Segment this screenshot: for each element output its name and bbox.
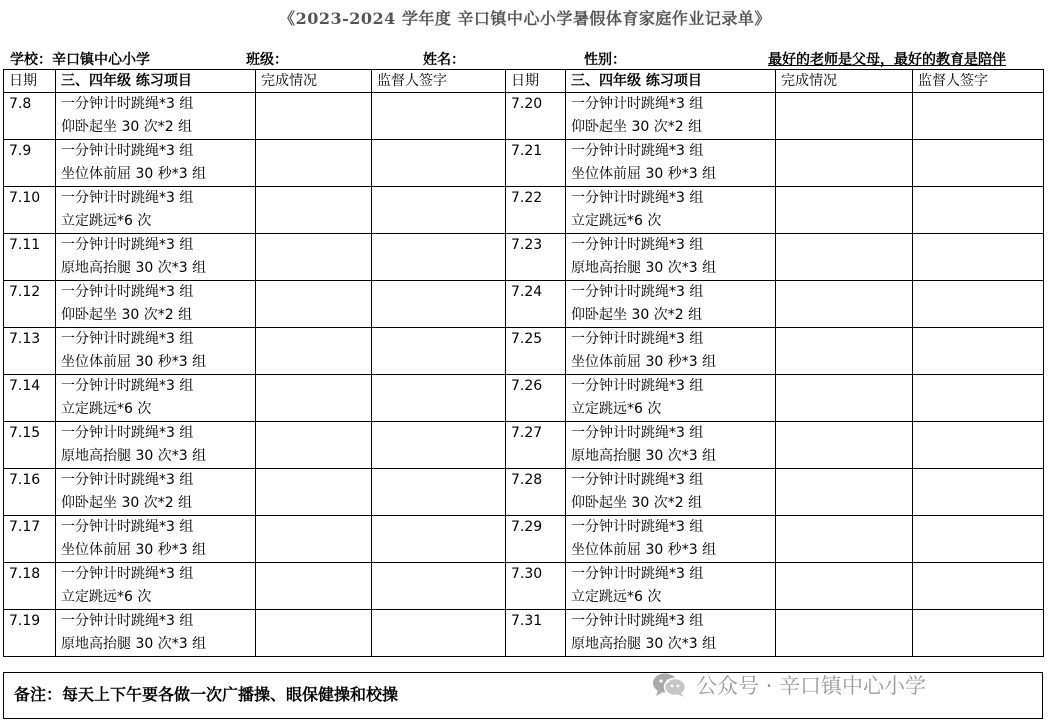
completion-cell[interactable] bbox=[776, 234, 913, 281]
exercise-cell bbox=[56, 516, 256, 563]
completion-cell[interactable] bbox=[256, 140, 372, 187]
table-row bbox=[4, 93, 1044, 140]
signature-cell[interactable] bbox=[913, 234, 1044, 281]
page-title: 《2023-2024 学年度 辛口镇中心小学暑假体育家庭作业记录单》 bbox=[279, 9, 771, 28]
exercise-line: 一分钟计时跳绳*3 组 bbox=[571, 519, 704, 535]
completion-cell[interactable] bbox=[256, 516, 372, 563]
date-cell: 7.22 bbox=[506, 187, 566, 234]
signature-cell[interactable] bbox=[913, 422, 1044, 469]
signature-cell[interactable] bbox=[913, 140, 1044, 187]
exercise-line: 一分钟计时跳绳*3 组 bbox=[571, 613, 704, 629]
exercise-line: 原地高抬腿 30 次*3 组 bbox=[571, 636, 717, 652]
table-row bbox=[4, 281, 1044, 328]
exercise-line: 一分钟计时跳绳*3 组 bbox=[571, 96, 704, 112]
date-cell: 7.19 bbox=[4, 610, 56, 657]
completion-cell[interactable] bbox=[776, 375, 913, 422]
exercise-line: 原地高抬腿 30 次*3 组 bbox=[61, 260, 207, 276]
watermark bbox=[652, 672, 926, 698]
exercise-line: 一分钟计时跳绳*3 组 bbox=[61, 613, 194, 629]
completion-cell[interactable] bbox=[776, 516, 913, 563]
exercise-line: 一分钟计时跳绳*3 组 bbox=[571, 190, 704, 206]
completion-cell[interactable] bbox=[256, 469, 372, 516]
completion-cell[interactable] bbox=[776, 469, 913, 516]
date-cell: 7.9 bbox=[4, 140, 56, 187]
exercise-cell bbox=[566, 93, 776, 140]
exercise-line: 一分钟计时跳绳*3 组 bbox=[61, 96, 194, 112]
info-bar bbox=[0, 49, 1050, 69]
exercise-cell bbox=[566, 563, 776, 610]
exercise-cell bbox=[56, 187, 256, 234]
table-row bbox=[4, 469, 1044, 516]
signature-cell[interactable] bbox=[913, 469, 1044, 516]
completion-cell[interactable] bbox=[776, 422, 913, 469]
date-cell: 7.25 bbox=[506, 328, 566, 375]
signature-cell[interactable] bbox=[913, 375, 1044, 422]
completion-cell[interactable] bbox=[776, 281, 913, 328]
date-cell: 7.23 bbox=[506, 234, 566, 281]
exercise-line: 坐位体前屈 30 秒*3 组 bbox=[571, 542, 717, 558]
exercise-line: 一分钟计时跳绳*3 组 bbox=[61, 331, 194, 347]
exercise-cell bbox=[56, 328, 256, 375]
date-cell: 7.20 bbox=[506, 93, 566, 140]
header-items: 三、四年级 练习项目 bbox=[566, 70, 776, 93]
date-cell: 7.13 bbox=[4, 328, 56, 375]
header-supervisor: 监督人签字 bbox=[372, 70, 506, 93]
exercise-cell bbox=[566, 422, 776, 469]
exercise-line: 仰卧起坐 30 次*2 组 bbox=[571, 495, 703, 511]
date-cell: 7.11 bbox=[4, 234, 56, 281]
signature-cell[interactable] bbox=[372, 375, 506, 422]
exercise-line: 一分钟计时跳绳*3 组 bbox=[61, 425, 194, 441]
signature-cell[interactable] bbox=[913, 610, 1044, 657]
date-cell: 7.31 bbox=[506, 610, 566, 657]
date-cell: 7.16 bbox=[4, 469, 56, 516]
exercise-line: 一分钟计时跳绳*3 组 bbox=[61, 378, 194, 394]
exercise-line: 坐位体前屈 30 秒*3 组 bbox=[61, 166, 207, 182]
exercise-line: 立定跳远*6 次 bbox=[571, 213, 662, 229]
completion-cell[interactable] bbox=[776, 563, 913, 610]
exercise-line: 一分钟计时跳绳*3 组 bbox=[571, 425, 704, 441]
exercise-line: 一分钟计时跳绳*3 组 bbox=[571, 143, 704, 159]
signature-cell[interactable] bbox=[372, 563, 506, 610]
exercise-cell bbox=[56, 375, 256, 422]
completion-cell[interactable] bbox=[256, 375, 372, 422]
table-header-row bbox=[4, 70, 1044, 93]
signature-cell[interactable] bbox=[372, 140, 506, 187]
header-date: 日期 bbox=[506, 70, 566, 93]
record-table bbox=[3, 69, 1044, 657]
exercise-line: 立定跳远*6 次 bbox=[571, 401, 662, 417]
exercise-line: 仰卧起坐 30 次*2 组 bbox=[61, 307, 193, 323]
exercise-line: 仰卧起坐 30 次*2 组 bbox=[61, 495, 193, 511]
signature-cell[interactable] bbox=[913, 516, 1044, 563]
completion-cell[interactable] bbox=[256, 281, 372, 328]
exercise-line: 一分钟计时跳绳*3 组 bbox=[61, 143, 194, 159]
table-row bbox=[4, 328, 1044, 375]
exercise-cell bbox=[566, 516, 776, 563]
date-cell: 7.27 bbox=[506, 422, 566, 469]
completion-cell[interactable] bbox=[256, 422, 372, 469]
date-cell: 7.18 bbox=[4, 563, 56, 610]
exercise-line: 一分钟计时跳绳*3 组 bbox=[61, 519, 194, 535]
exercise-line: 立定跳远*6 次 bbox=[61, 213, 152, 229]
completion-cell[interactable] bbox=[776, 93, 913, 140]
date-cell: 7.12 bbox=[4, 281, 56, 328]
exercise-cell bbox=[56, 234, 256, 281]
table-row bbox=[4, 422, 1044, 469]
signature-cell[interactable] bbox=[913, 328, 1044, 375]
table-row bbox=[4, 140, 1044, 187]
completion-cell[interactable] bbox=[256, 93, 372, 140]
exercise-line: 一分钟计时跳绳*3 组 bbox=[571, 284, 704, 300]
header-completion: 完成情况 bbox=[256, 70, 372, 93]
signature-cell[interactable] bbox=[372, 93, 506, 140]
exercise-cell bbox=[56, 422, 256, 469]
signature-cell[interactable] bbox=[913, 281, 1044, 328]
wechat-icon bbox=[652, 672, 688, 698]
exercise-line: 一分钟计时跳绳*3 组 bbox=[571, 472, 704, 488]
exercise-line: 坐位体前屈 30 秒*3 组 bbox=[61, 542, 207, 558]
date-cell: 7.30 bbox=[506, 563, 566, 610]
exercise-line: 仰卧起坐 30 次*2 组 bbox=[571, 119, 703, 135]
motto-text: 最好的老师是父母，最好的教育是陪伴 bbox=[768, 52, 1006, 68]
completion-cell[interactable] bbox=[776, 140, 913, 187]
date-cell: 7.26 bbox=[506, 375, 566, 422]
signature-cell[interactable] bbox=[372, 187, 506, 234]
exercise-cell bbox=[56, 610, 256, 657]
name-label: 姓名： bbox=[423, 52, 465, 68]
table-row bbox=[4, 610, 1044, 657]
completion-cell[interactable] bbox=[256, 234, 372, 281]
exercise-line: 原地高抬腿 30 次*3 组 bbox=[571, 260, 717, 276]
exercise-cell bbox=[56, 140, 256, 187]
signature-cell[interactable] bbox=[372, 234, 506, 281]
exercise-cell bbox=[566, 281, 776, 328]
exercise-line: 一分钟计时跳绳*3 组 bbox=[61, 284, 194, 300]
completion-cell[interactable] bbox=[776, 610, 913, 657]
signature-cell[interactable] bbox=[372, 516, 506, 563]
completion-cell[interactable] bbox=[776, 187, 913, 234]
completion-cell[interactable] bbox=[256, 563, 372, 610]
exercise-line: 原地高抬腿 30 次*3 组 bbox=[571, 448, 717, 464]
footer-note: 备注：每天上下午要各做一次广播操、眼保健操和校操 bbox=[3, 672, 1043, 719]
exercise-cell bbox=[56, 93, 256, 140]
exercise-line: 一分钟计时跳绳*3 组 bbox=[61, 566, 194, 582]
completion-cell[interactable] bbox=[776, 328, 913, 375]
completion-cell[interactable] bbox=[256, 328, 372, 375]
header-completion: 完成情况 bbox=[776, 70, 913, 93]
table-row bbox=[4, 563, 1044, 610]
class-label: 班级： bbox=[246, 52, 288, 68]
signature-cell[interactable] bbox=[913, 563, 1044, 610]
exercise-line: 立定跳远*6 次 bbox=[61, 589, 152, 605]
date-cell: 7.29 bbox=[506, 516, 566, 563]
header-items: 三、四年级 练习项目 bbox=[56, 70, 256, 93]
school-label: 学校：辛口镇中心小学 bbox=[10, 52, 150, 68]
signature-cell[interactable] bbox=[372, 422, 506, 469]
signature-cell[interactable] bbox=[372, 328, 506, 375]
date-cell: 7.24 bbox=[506, 281, 566, 328]
signature-cell[interactable] bbox=[913, 187, 1044, 234]
exercise-cell bbox=[566, 375, 776, 422]
exercise-line: 仰卧起坐 30 次*2 组 bbox=[571, 307, 703, 323]
table-row bbox=[4, 375, 1044, 422]
exercise-line: 原地高抬腿 30 次*3 组 bbox=[61, 448, 207, 464]
signature-cell[interactable] bbox=[913, 93, 1044, 140]
exercise-cell bbox=[566, 234, 776, 281]
exercise-cell bbox=[56, 281, 256, 328]
header-date: 日期 bbox=[4, 70, 56, 93]
gender-label: 性别： bbox=[584, 52, 626, 68]
date-cell: 7.8 bbox=[4, 93, 56, 140]
exercise-line: 一分钟计时跳绳*3 组 bbox=[61, 190, 194, 206]
date-cell: 7.10 bbox=[4, 187, 56, 234]
exercise-line: 坐位体前屈 30 秒*3 组 bbox=[571, 166, 717, 182]
exercise-line: 一分钟计时跳绳*3 组 bbox=[61, 237, 194, 253]
table-row bbox=[4, 516, 1044, 563]
header-supervisor: 监督人签字 bbox=[913, 70, 1044, 93]
exercise-line: 一分钟计时跳绳*3 组 bbox=[571, 331, 704, 347]
table-row bbox=[4, 234, 1044, 281]
exercise-line: 原地高抬腿 30 次*3 组 bbox=[61, 636, 207, 652]
signature-cell[interactable] bbox=[372, 610, 506, 657]
exercise-cell bbox=[566, 328, 776, 375]
exercise-cell bbox=[566, 469, 776, 516]
exercise-cell bbox=[566, 187, 776, 234]
signature-cell[interactable] bbox=[372, 281, 506, 328]
exercise-line: 立定跳远*6 次 bbox=[61, 401, 152, 417]
date-cell: 7.21 bbox=[506, 140, 566, 187]
watermark-text: 公众号 · 辛口镇中心小学 bbox=[696, 674, 927, 698]
date-cell: 7.15 bbox=[4, 422, 56, 469]
exercise-line: 一分钟计时跳绳*3 组 bbox=[571, 378, 704, 394]
date-cell: 7.17 bbox=[4, 516, 56, 563]
date-cell: 7.28 bbox=[506, 469, 566, 516]
exercise-cell bbox=[566, 140, 776, 187]
exercise-line: 立定跳远*6 次 bbox=[571, 589, 662, 605]
table-row bbox=[4, 187, 1044, 234]
exercise-line: 仰卧起坐 30 次*2 组 bbox=[61, 119, 193, 135]
exercise-cell bbox=[566, 610, 776, 657]
exercise-line: 一分钟计时跳绳*3 组 bbox=[571, 566, 704, 582]
exercise-line: 坐位体前屈 30 秒*3 组 bbox=[61, 354, 207, 370]
exercise-line: 一分钟计时跳绳*3 组 bbox=[61, 472, 194, 488]
exercise-line: 坐位体前屈 30 秒*3 组 bbox=[571, 354, 717, 370]
completion-cell[interactable] bbox=[256, 187, 372, 234]
signature-cell[interactable] bbox=[372, 469, 506, 516]
completion-cell[interactable] bbox=[256, 610, 372, 657]
exercise-cell bbox=[56, 469, 256, 516]
date-cell: 7.14 bbox=[4, 375, 56, 422]
exercise-cell bbox=[56, 563, 256, 610]
exercise-line: 一分钟计时跳绳*3 组 bbox=[571, 237, 704, 253]
